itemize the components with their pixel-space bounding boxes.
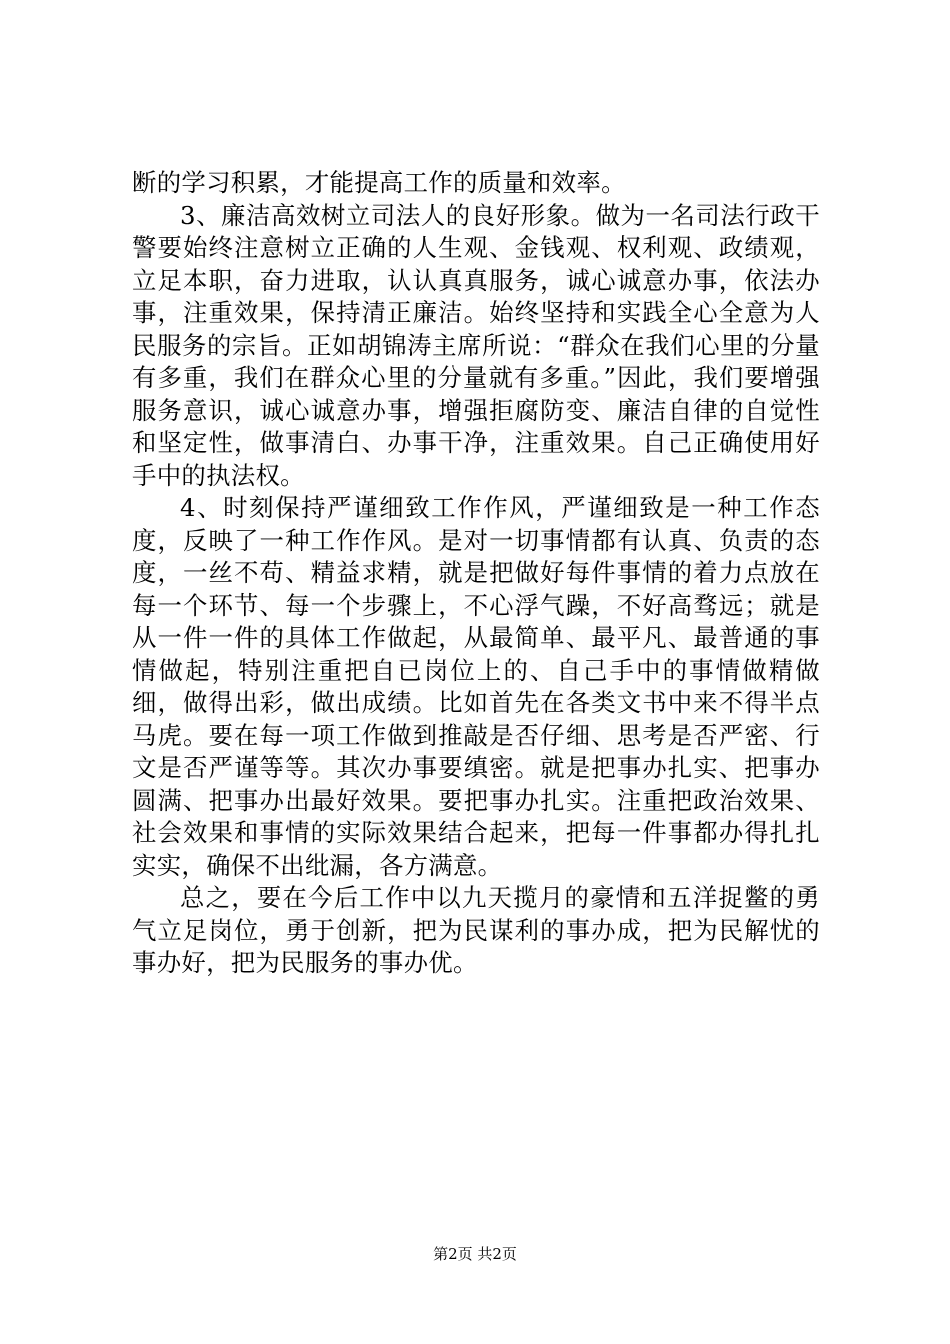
- paragraph-continuation: 断的学习积累，才能提高工作的质量和效率。: [132, 168, 626, 197]
- paragraph-work-style: 4、时刻保持严谨细致工作作风，严谨细致是一种工作态度，反映了一种工作作风。是对一切事情都有认真、负责的态度，一丝不苟、精益求精，就是把做好每件事情的着力点放在每一个环节、每一个步骤上，不心浮气躁，不好高骛远；就是从一件一件的具体工作做起，从最简单、最平凡、最普通的事情做起，特别注重把自已岗位上的、自己手中的事情做精做细，做得出彩，做出成绩。比如首先在各类文书中来不得半点马虎。要在每一项工作做到推敲是否仔细、思考是否严密、行文是否严谨等等。其次办事要缜密。就是把事办扎实、把事办圆满、把事办出最好效果。要把事办扎实。注重把政治效果、社会效果和事情的实际效果结合起来，把每一件事都办得扎扎实实，确保不出纰漏，各方满意。: [132, 493, 820, 880]
- paragraph-conclusion: 总之，要在今后工作中以九天揽月的豪情和五洋捉鳖的勇气立足岗位，勇于创新，把为民谋利的事办成，把为民解忧的事办好，把为民服务的事办优。: [132, 883, 820, 977]
- document-body: [132, 167, 820, 980]
- paragraph-integrity: 3、廉洁高效树立司法人的良好形象。做为一名司法行政干警要始终注意树立正确的人生观、金钱观、权利观、政绩观，立足本职，奋力进取，认认真真服务，诚心诚意办事，依法办事，注重效果，保持清正廉洁。始终坚持和实践全心全意为人民服务的宗旨。正如胡锦涛主席所说：“群众在我们心里的分量有多重，我们在群众心里的分量就有多重。”因此，我们要增强服务意识，诚心诚意办事，增强拒腐防变、廉洁自律的自觉性和坚定性，做事清白、办事干净，注重效果。自己正确使用好手中的执法权。: [132, 200, 820, 490]
- page-number-footer: 第2页 共2页: [433, 1245, 517, 1263]
